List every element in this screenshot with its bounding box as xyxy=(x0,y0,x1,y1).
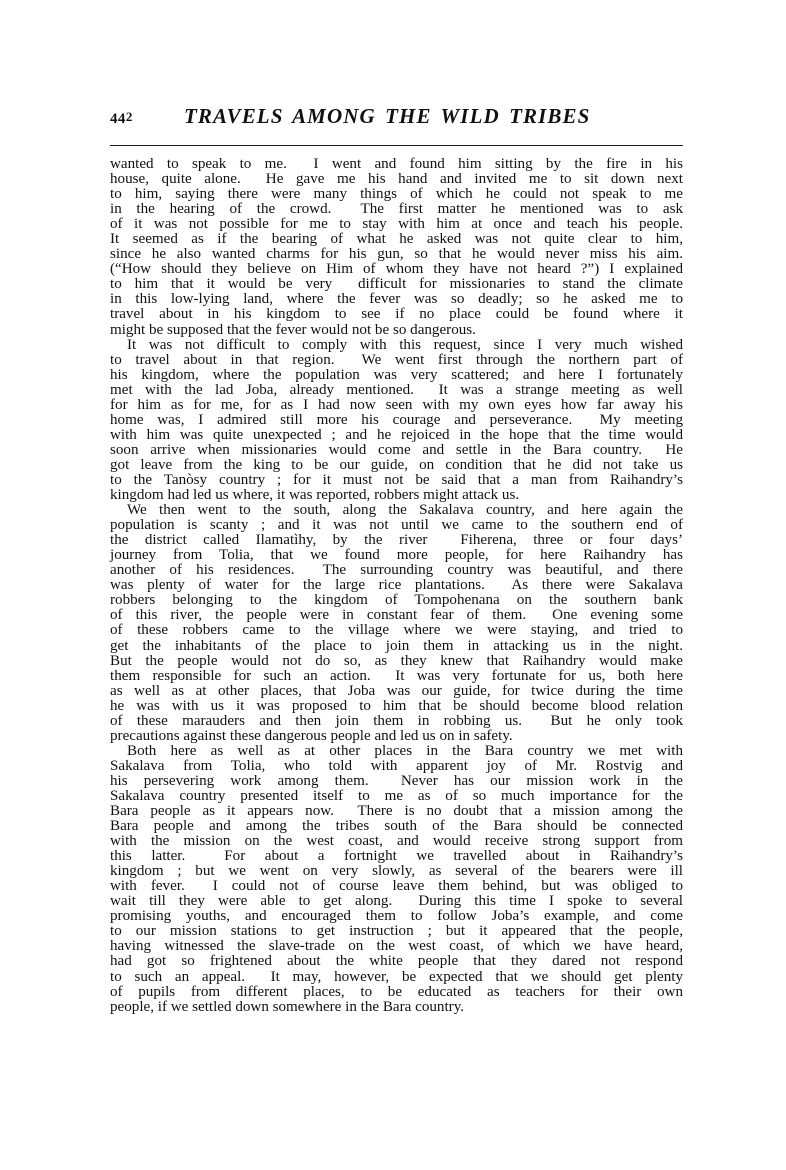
paragraph-3 xyxy=(110,503,683,744)
text-line: another of his residences. The surrounding country was beautiful, and there xyxy=(110,562,683,579)
text-line: journey from Tolia, that we found more people, for here Raihandry has xyxy=(110,547,683,564)
text-line: travel about in his kingdom to see if no place could be found where it xyxy=(110,306,683,323)
text-line: But the people would not do so, as they knew that Raihandry would make xyxy=(110,652,683,669)
text-line: to our mission stations to get instruction ; but it appeared that the people, xyxy=(110,923,683,940)
text-line: having witnessed the slave-trade on the west coast, of which we have heard, xyxy=(110,938,683,955)
text-line: It seemed as if the bearing of what he asked was not quite clear to him, xyxy=(110,231,683,248)
text-line: might be supposed that the fever would not be so dangerous. xyxy=(110,321,476,338)
text-line: Both here as well as at other places in the Bara country we met with xyxy=(127,742,683,759)
text-line: his kingdom, where the population was very scattered; and here I fortunately xyxy=(110,366,683,383)
text-line: to him, saying there were many things of which he could not speak to me xyxy=(110,186,683,203)
text-line: this latter. For about a fortnight we travelled about in Raihandry’s xyxy=(110,848,683,865)
text-line: of it was not possible for me to stay with him at once and teach his people. xyxy=(110,216,683,233)
paragraph-2 xyxy=(110,338,683,504)
text-line: he was with us it was proposed to him that be should become blood relation xyxy=(110,697,683,714)
text-line: them responsible for such an action. It was very fortunate for us, both here xyxy=(110,667,683,684)
text-line: of this river, the people were in constant fear of them. One evening some xyxy=(110,607,683,624)
text-line: as well as at other places, that Joba was our guide, for twice during the time xyxy=(110,682,683,699)
text-line: wait till they were able to get along. During this time I spoke to several xyxy=(110,893,683,910)
running-head xyxy=(110,104,683,138)
running-head-title: TRAVELS AMONG THE WILD TRIBES xyxy=(184,104,591,128)
paragraph-1 xyxy=(110,157,683,338)
folio-digits: 44 xyxy=(110,111,126,127)
text-line: was plenty of water for the large rice plantations. As there were Sakalava xyxy=(110,577,683,594)
text-line: Sakalava country presented itself to me as of so much importance for the xyxy=(110,787,683,804)
text-block xyxy=(110,104,683,1015)
text-line: for him as for me, for as I had now seen with my own eyes how far away his xyxy=(110,396,683,413)
text-line: to such an appeal. It may, however, be expected that we should get plenty xyxy=(110,968,683,985)
text-line: in this low-lying land, where the fever was so deadly; so he asked me to xyxy=(110,291,683,308)
text-line: Bara people as it appears now. There is no doubt that a mission among the xyxy=(110,803,683,820)
text-line: kingdom ; but we went on very slowly, as several of the bearers were ill xyxy=(110,863,683,880)
text-line: to travel about in that region. We went first through the northern part of xyxy=(110,351,683,368)
text-line: wanted to speak to me. I went and found him sitting by the fire in his xyxy=(110,156,683,172)
text-line: to the Tanòsy country ; for it must not be said that a man from Raihandry’s xyxy=(110,471,683,488)
text-line: to him that it would be very difficult for missionaries to stand the climate xyxy=(110,276,683,293)
text-line: of pupils from different places, to be educated as teachers for their own xyxy=(110,983,683,1000)
text-line: in the hearing of the crowd. The first matter he mentioned was to ask xyxy=(110,201,683,218)
text-line: with the mission on the west coast, and would receive strong support from xyxy=(110,833,683,850)
text-line: with him was quite unexpected ; and he rejoiced in the hope that the time would xyxy=(110,426,683,443)
text-line: his persevering work among them. Never has our mission work in the xyxy=(110,772,683,789)
page-folio xyxy=(110,109,184,127)
text-line: precautions against these dangerous people and led us on in safety. xyxy=(110,727,513,744)
header-rule xyxy=(110,145,683,146)
text-line: with fever. I could not of course leave them behind, but was obliged to xyxy=(110,878,683,895)
text-line: get the inhabitants of the place to join them in attacking us in the night. xyxy=(110,637,683,654)
body-text xyxy=(110,157,683,1015)
text-line: Sakalava from Tolia, who told with apparent joy of Mr. Rostvig and xyxy=(110,757,683,774)
text-line: house, quite alone. He gave me his hand and invited me to sit down next xyxy=(110,171,683,188)
text-line: promising youths, and encouraged them to follow Joba’s example, and come xyxy=(110,908,683,925)
folio-raised-digit: 2 xyxy=(125,109,133,124)
text-line: since he also wanted charms for his gun, so that he would never miss his aim. xyxy=(110,246,683,263)
text-line: of these marauders and then join them in robbing us. But he only took xyxy=(110,712,683,729)
text-line: had got so frightened about the white people that they dared not respond xyxy=(110,953,683,970)
text-line: of these robbers came to the village where we were staying, and tried to xyxy=(110,622,683,639)
text-line: We then went to the south, along the Sakalava country, and here again the xyxy=(127,502,683,519)
text-line: population is scanty ; and it was not until we came to the southern end of xyxy=(110,517,683,534)
text-line: home was, I admired still more his courage and perseverance. My meeting xyxy=(110,411,683,428)
text-line: (“How should they believe on Him of whom they have not heard ?”) I explained xyxy=(110,261,683,278)
text-line: met with the lad Joba, already mentioned. It was a strange meeting as well xyxy=(110,381,683,398)
text-line: soon arrive when missionaries would come and settle in the Bara country. He xyxy=(110,441,683,458)
text-line: the district called Ilamatìhy, by the river Fiherena, three or four days’ xyxy=(110,532,683,549)
text-line: kingdom had led us where, it was reported, robbers might attack us. xyxy=(110,487,520,504)
text-line: Bara people and among the tribes south of the Bara should be connected xyxy=(110,818,683,835)
text-line: people, if we settled down somewhere in the Bara country. xyxy=(110,998,465,1015)
text-line: It was not difficult to comply with this request, since I very much wished xyxy=(127,336,683,353)
text-line: got leave from the king to be our guide, on condition that he did not take us xyxy=(110,456,683,473)
paragraph-4 xyxy=(110,744,683,1015)
text-line: robbers belonging to the kingdom of Tompohenana on the southern bank xyxy=(110,592,683,609)
